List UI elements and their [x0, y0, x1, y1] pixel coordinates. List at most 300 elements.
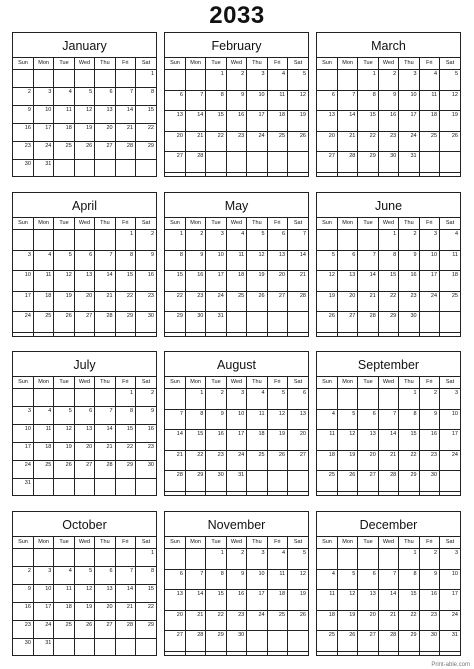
day-cell: 2 [136, 389, 156, 407]
day-cell: 26 [267, 450, 287, 471]
day-cell: 17 [440, 430, 460, 451]
day-cell [13, 230, 33, 251]
day-cell: 10 [33, 584, 53, 602]
day-cell: 13 [165, 111, 185, 132]
week-row [13, 333, 156, 336]
day-cell: 28 [288, 291, 308, 312]
weekday-label: Sun [165, 218, 185, 230]
day-cell: 9 [419, 569, 439, 590]
day-cell [115, 638, 135, 655]
day-cell [399, 333, 419, 336]
day-cell [440, 312, 460, 333]
day-cell: 23 [206, 450, 226, 471]
day-cell: 10 [206, 250, 226, 271]
weekday-header-row [13, 377, 156, 389]
calendar-table [13, 217, 156, 336]
day-cell: 26 [288, 131, 308, 152]
day-cell: 22 [206, 610, 226, 631]
day-cell: 12 [74, 584, 94, 602]
day-cell: 11 [33, 424, 53, 442]
day-cell: 11 [267, 90, 287, 111]
day-cell [358, 173, 378, 176]
day-cell [226, 312, 246, 333]
day-cell: 7 [115, 87, 135, 105]
month-november [164, 511, 309, 656]
day-cell [247, 333, 267, 336]
day-cell: 22 [115, 291, 135, 312]
day-cell: 19 [267, 430, 287, 451]
day-cell [378, 333, 398, 336]
day-cell [115, 70, 135, 88]
day-cell: 11 [33, 271, 53, 292]
weekday-label: Wed [74, 218, 94, 230]
day-cell: 6 [165, 569, 185, 590]
day-cell: 19 [337, 610, 357, 631]
day-cell: 3 [13, 406, 33, 424]
day-cell [206, 173, 226, 176]
day-cell: 28 [95, 460, 115, 478]
day-cell: 31 [13, 478, 33, 495]
day-cell: 30 [226, 631, 246, 652]
day-cell: 5 [74, 566, 94, 584]
month-name: September [357, 358, 420, 372]
week-row [165, 430, 308, 451]
day-cell: 1 [165, 230, 185, 251]
weekday-label: Sat [440, 537, 460, 549]
weekday-label: Thu [247, 377, 267, 389]
week-row [165, 230, 308, 251]
day-cell: 23 [136, 291, 156, 312]
day-cell [95, 549, 115, 567]
day-cell: 20 [358, 610, 378, 631]
day-cell: 16 [136, 424, 156, 442]
day-cell [247, 471, 267, 492]
day-cell: 19 [54, 291, 74, 312]
day-cell [226, 333, 246, 336]
weekday-label: Wed [378, 537, 398, 549]
day-cell: 23 [419, 610, 439, 631]
day-cell: 18 [267, 590, 287, 611]
weekday-label: Sun [165, 58, 185, 70]
day-cell: 28 [115, 141, 135, 159]
day-cell [33, 70, 53, 88]
day-cell: 21 [95, 442, 115, 460]
day-cell [185, 652, 205, 655]
weekday-label: Sat [136, 58, 156, 70]
month-october [12, 511, 157, 656]
day-cell: 13 [95, 584, 115, 602]
day-cell: 11 [226, 250, 246, 271]
day-cell [267, 312, 287, 333]
day-cell [74, 70, 94, 88]
day-cell: 16 [13, 602, 33, 620]
weekday-label: Sat [136, 377, 156, 389]
day-cell [317, 230, 337, 251]
day-cell: 27 [95, 141, 115, 159]
day-cell: 22 [136, 602, 156, 620]
weekday-label: Sun [317, 537, 337, 549]
weekday-label: Thu [95, 218, 115, 230]
day-cell: 14 [115, 584, 135, 602]
day-cell: 24 [419, 291, 439, 312]
day-cell: 23 [136, 442, 156, 460]
weekday-label: Wed [226, 377, 246, 389]
weekday-header-row [317, 58, 460, 70]
weekday-label: Wed [74, 537, 94, 549]
week-row [317, 652, 460, 655]
day-cell: 30 [399, 312, 419, 333]
week-row [13, 406, 156, 424]
day-cell: 18 [226, 271, 246, 292]
day-cell: 12 [247, 250, 267, 271]
day-cell [165, 652, 185, 655]
weekday-label: Sun [13, 377, 33, 389]
day-cell: 18 [440, 271, 460, 292]
day-cell: 3 [206, 230, 226, 251]
day-cell [165, 173, 185, 176]
day-cell: 3 [247, 70, 267, 91]
day-cell [399, 652, 419, 655]
day-cell: 4 [317, 569, 337, 590]
weekday-label: Tue [54, 218, 74, 230]
week-row [317, 631, 460, 652]
day-cell: 27 [74, 312, 94, 333]
day-cell: 8 [399, 569, 419, 590]
day-cell: 26 [317, 312, 337, 333]
day-cell: 27 [288, 450, 308, 471]
day-cell: 27 [317, 152, 337, 173]
day-cell: 24 [33, 620, 53, 638]
day-cell: 19 [54, 442, 74, 460]
day-cell: 7 [288, 230, 308, 251]
weekday-label: Mon [33, 58, 53, 70]
week-row [317, 250, 460, 271]
day-cell [440, 471, 460, 492]
day-cell: 14 [95, 424, 115, 442]
day-cell: 14 [165, 430, 185, 451]
day-cell: 5 [288, 70, 308, 91]
day-cell: 2 [206, 389, 226, 410]
calendar-table [317, 217, 460, 336]
day-cell: 7 [95, 250, 115, 271]
day-cell: 19 [317, 291, 337, 312]
day-cell: 5 [337, 569, 357, 590]
week-row [165, 610, 308, 631]
day-cell: 24 [33, 141, 53, 159]
day-cell [206, 652, 226, 655]
weekday-label: Fri [115, 377, 135, 389]
weekday-label: Mon [33, 218, 53, 230]
day-cell [95, 230, 115, 251]
month-name: August [217, 358, 256, 372]
day-cell [267, 492, 287, 495]
day-cell: 15 [185, 430, 205, 451]
day-cell [337, 652, 357, 655]
day-cell [337, 492, 357, 495]
day-cell [54, 159, 74, 176]
day-cell: 13 [74, 424, 94, 442]
day-cell: 3 [226, 389, 246, 410]
day-cell: 14 [337, 111, 357, 132]
calendar-table [317, 57, 460, 176]
week-row [317, 173, 460, 176]
day-cell [95, 478, 115, 495]
weekday-label: Mon [185, 537, 205, 549]
day-cell [33, 230, 53, 251]
day-cell: 14 [185, 111, 205, 132]
week-row [13, 638, 156, 655]
day-cell: 25 [33, 312, 53, 333]
day-cell: 26 [74, 620, 94, 638]
day-cell: 28 [337, 152, 357, 173]
day-cell [247, 173, 267, 176]
day-cell: 12 [337, 430, 357, 451]
day-cell: 6 [337, 250, 357, 271]
day-cell: 14 [115, 105, 135, 123]
day-cell [399, 173, 419, 176]
day-cell: 20 [165, 610, 185, 631]
week-row [317, 312, 460, 333]
day-cell [136, 478, 156, 495]
day-cell: 13 [74, 271, 94, 292]
day-cell: 10 [419, 250, 439, 271]
day-cell: 5 [267, 389, 287, 410]
day-cell: 1 [115, 230, 135, 251]
day-cell: 9 [206, 409, 226, 430]
day-cell [115, 159, 135, 176]
day-cell: 21 [337, 131, 357, 152]
day-cell [358, 230, 378, 251]
week-row [13, 566, 156, 584]
week-row [165, 590, 308, 611]
day-cell: 12 [288, 569, 308, 590]
day-cell: 20 [74, 291, 94, 312]
week-row [165, 450, 308, 471]
day-cell [440, 652, 460, 655]
weekday-label: Sun [165, 377, 185, 389]
weekday-header-row [13, 218, 156, 230]
day-cell: 27 [358, 471, 378, 492]
weekday-label: Sat [288, 218, 308, 230]
week-row [13, 87, 156, 105]
day-cell: 17 [226, 430, 246, 451]
weekday-header-row [13, 58, 156, 70]
day-cell [337, 70, 357, 91]
week-row [165, 333, 308, 336]
day-cell: 6 [358, 409, 378, 430]
day-cell: 24 [206, 291, 226, 312]
day-cell: 31 [206, 312, 226, 333]
day-cell [185, 70, 205, 91]
day-cell: 12 [74, 105, 94, 123]
weekday-label: Wed [226, 218, 246, 230]
day-cell: 20 [95, 602, 115, 620]
day-cell [95, 70, 115, 88]
day-cell: 25 [54, 141, 74, 159]
day-cell: 21 [288, 271, 308, 292]
day-cell [337, 173, 357, 176]
day-cell [247, 652, 267, 655]
day-cell: 29 [185, 471, 205, 492]
day-cell: 29 [136, 620, 156, 638]
day-cell: 19 [74, 602, 94, 620]
week-row [317, 389, 460, 410]
day-cell: 10 [13, 424, 33, 442]
day-cell [95, 333, 115, 336]
week-row [13, 250, 156, 271]
day-cell: 30 [13, 159, 33, 176]
day-cell: 8 [115, 250, 135, 271]
weekday-label: Mon [185, 58, 205, 70]
day-cell: 9 [136, 250, 156, 271]
day-cell [95, 389, 115, 407]
day-cell [378, 492, 398, 495]
day-cell [54, 549, 74, 567]
day-cell [185, 549, 205, 570]
day-cell [288, 631, 308, 652]
day-cell: 6 [317, 90, 337, 111]
day-cell: 20 [74, 442, 94, 460]
day-cell: 1 [115, 389, 135, 407]
day-cell: 15 [115, 271, 135, 292]
week-row [165, 549, 308, 570]
week-row [13, 442, 156, 460]
day-cell: 31 [33, 638, 53, 655]
day-cell: 11 [247, 409, 267, 430]
day-cell: 5 [54, 250, 74, 271]
weekday-label: Wed [378, 218, 398, 230]
weekday-label: Wed [226, 58, 246, 70]
day-cell: 6 [288, 389, 308, 410]
day-cell [440, 152, 460, 173]
day-cell [288, 471, 308, 492]
day-cell: 25 [419, 131, 439, 152]
week-row [13, 141, 156, 159]
day-cell: 2 [13, 87, 33, 105]
day-cell: 15 [378, 271, 398, 292]
day-cell: 10 [440, 409, 460, 430]
day-cell [54, 333, 74, 336]
day-cell: 28 [165, 471, 185, 492]
calendar-table [13, 376, 156, 495]
week-row [317, 549, 460, 570]
weekday-header-row [317, 218, 460, 230]
weekday-label: Fri [419, 377, 439, 389]
day-cell [317, 389, 337, 410]
day-cell: 26 [288, 610, 308, 631]
month-february [164, 32, 309, 177]
day-cell: 2 [226, 549, 246, 570]
day-cell: 30 [206, 471, 226, 492]
day-cell: 7 [378, 569, 398, 590]
day-cell [267, 173, 287, 176]
day-cell: 2 [226, 70, 246, 91]
day-cell: 22 [165, 291, 185, 312]
day-cell [74, 230, 94, 251]
day-cell: 23 [419, 450, 439, 471]
weekday-label: Mon [337, 537, 357, 549]
day-cell: 26 [54, 460, 74, 478]
day-cell [247, 492, 267, 495]
day-cell: 12 [54, 424, 74, 442]
month-april [12, 192, 157, 337]
weekday-label: Tue [206, 218, 226, 230]
day-cell: 3 [13, 250, 33, 271]
day-cell [54, 389, 74, 407]
day-cell: 17 [13, 291, 33, 312]
day-cell [440, 173, 460, 176]
day-cell: 20 [317, 131, 337, 152]
calendar-table [165, 57, 308, 176]
day-cell: 4 [33, 250, 53, 271]
day-cell: 25 [54, 620, 74, 638]
day-cell: 11 [267, 569, 287, 590]
day-cell: 9 [226, 90, 246, 111]
day-cell: 7 [358, 250, 378, 271]
day-cell: 27 [267, 291, 287, 312]
day-cell: 23 [226, 131, 246, 152]
day-cell: 16 [13, 123, 33, 141]
week-row [13, 159, 156, 176]
weekday-header-row [165, 537, 308, 549]
day-cell: 3 [440, 549, 460, 570]
day-cell [33, 333, 53, 336]
week-row [165, 492, 308, 495]
week-row [165, 652, 308, 655]
day-cell: 8 [165, 250, 185, 271]
day-cell: 15 [358, 111, 378, 132]
day-cell: 11 [54, 584, 74, 602]
day-cell: 6 [95, 87, 115, 105]
day-cell [337, 230, 357, 251]
day-cell: 14 [378, 430, 398, 451]
week-row [165, 173, 308, 176]
week-row [13, 123, 156, 141]
day-cell [247, 631, 267, 652]
weekday-label: Sat [136, 218, 156, 230]
day-cell: 3 [33, 87, 53, 105]
day-cell: 10 [247, 90, 267, 111]
day-cell: 9 [399, 250, 419, 271]
day-cell: 30 [185, 312, 205, 333]
weekday-label: Tue [206, 58, 226, 70]
day-cell: 4 [226, 230, 246, 251]
day-cell: 17 [33, 602, 53, 620]
day-cell: 23 [13, 620, 33, 638]
weekday-label: Thu [95, 58, 115, 70]
day-cell: 20 [165, 131, 185, 152]
day-cell [337, 389, 357, 410]
month-july [12, 351, 157, 496]
day-cell: 30 [419, 631, 439, 652]
day-cell: 8 [399, 409, 419, 430]
day-cell [440, 333, 460, 336]
week-row [13, 424, 156, 442]
day-cell: 8 [185, 409, 205, 430]
day-cell [288, 173, 308, 176]
day-cell: 29 [399, 471, 419, 492]
weekday-label: Thu [95, 377, 115, 389]
day-cell: 29 [378, 312, 398, 333]
day-cell: 6 [267, 230, 287, 251]
day-cell: 14 [358, 271, 378, 292]
day-cell: 27 [165, 631, 185, 652]
day-cell: 17 [206, 271, 226, 292]
weekday-label: Tue [54, 537, 74, 549]
weekday-label: Tue [358, 537, 378, 549]
day-cell: 15 [165, 271, 185, 292]
week-row [13, 584, 156, 602]
